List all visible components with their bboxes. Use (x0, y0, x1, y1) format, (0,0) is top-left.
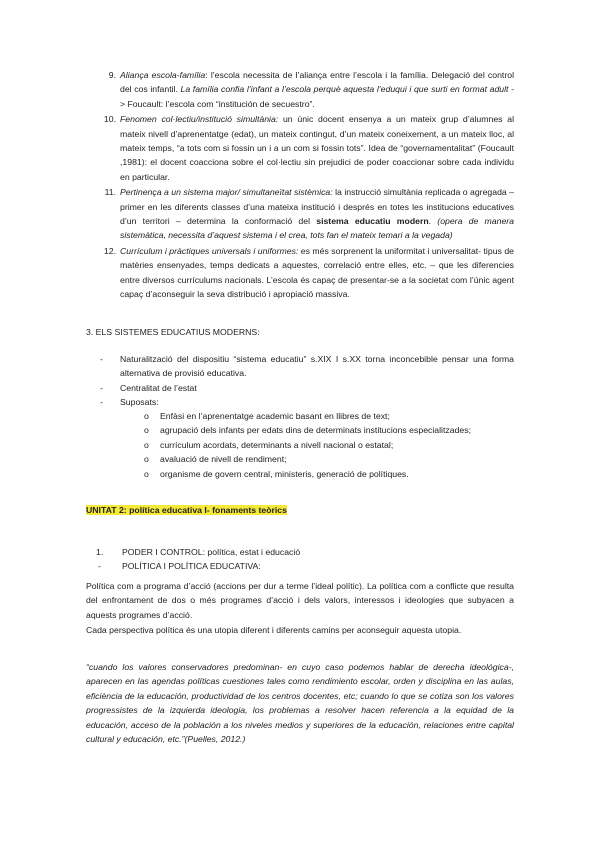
item-text: : l’escola necessita de l’aliança entre l’escola i la família. Delegació del control del cos infantil. (120, 70, 514, 95)
list-item-9 (98, 68, 514, 111)
dash-item (100, 352, 514, 381)
list-number: 12. (103, 245, 116, 256)
bullet-marker: o (144, 468, 149, 479)
item-title: Currículum i pràctiques universals i uniformes: (120, 245, 299, 256)
sub-list (144, 409, 514, 481)
item-text-italic: (opera de manera sistemàtica, necessita d’aquest sistema i el crea, tots fan el mateix temari a la vegada) (120, 216, 514, 241)
list-number: 9. (108, 70, 116, 80)
dash-marker: - (98, 561, 101, 572)
item-text-italic: La família confia l’infant a l’escola perquè aquesta l’eduqui i que surti en format adult (180, 84, 509, 95)
paragraph: Política com a programa d’acció (accions per dur a terme l’ideal polític). La política com a conflicte que resulta del enfrontament de dos o més programes d’acció i dels valors, interessos i ideologies que subyacen a aquests programes d’acció. (86, 581, 514, 620)
dash-text: Naturalització del dispositiu “sistema educatiu” s.XIX I s.XX torna inconcebible pensar una forma alternativa de provisió educativa. (120, 354, 514, 379)
item-text: es més sorprenent la uniformitat i universalitat- tipus de matèries ensenyades, temps dedicats a aquestes, correlació entre elles, etc. – que les diferencies entre diversos currículums nacionals. L’escola és capaç de presentar-se a la societat com l’únic agent capaç d’aconseguir la seva distribució i apropiació massiva. (120, 245, 514, 300)
item-text-bold: sistema educatiu modern (316, 216, 429, 227)
bullet-marker: o (144, 425, 149, 436)
dash-item (100, 381, 514, 395)
sub-text: Enfàsi en l’aprenentatge academic basant en llibres de text; (160, 411, 390, 421)
sub-text: currículum acordats, determinants a nivell nacional o estatal; (160, 439, 394, 450)
dash-text: Centralitat de l’estat (120, 382, 197, 393)
dash-marker: - (100, 397, 103, 408)
list-number: 10. (103, 114, 116, 125)
unit-title-text: UNITAT 2: política educativa I- fonaments teòrics (86, 505, 287, 515)
dash-marker: - (100, 354, 103, 364)
quote-paragraph: “cuando los valores conservadores predominan- en cuyo caso podemos hablar de derecha ideológica-, aparecen en las agendas políticas cuestiones tales como rendimiento escolar, orden y disciplina en las aulas, eficiència de la educación, productividad de los centros docentes, etc; cuando lo que se cotiza son los valores progressistes de la izquierda ideologia, los problemas a resolver hacen referencia a la equidad de la educación, acceso de la población a los niveles medios y superiores de la educación, relaciones entre capital cultural y educación, etc.”(Puelles, 2012.) (86, 662, 514, 745)
list-number: 1. (96, 547, 104, 557)
unit-list-item (96, 559, 516, 573)
sub-text: agrupació dels infants per edats dins de determinats institucions especialitzades; (160, 425, 471, 436)
numbered-list (98, 68, 514, 302)
item-title: Pertinença a un sistema major/ simultaneïtat sistèmica: (120, 187, 333, 198)
list-item-10 (98, 112, 514, 184)
sub-item (144, 423, 514, 437)
item-title: Aliança escola-família (120, 70, 206, 80)
bullet-marker: o (144, 439, 149, 450)
dash-text: Suposats: (120, 397, 159, 408)
paragraph: Cada perspectiva política és una utopia diferent i diferents camins per aconseguir aquesta utopia. (86, 625, 462, 635)
sub-item (144, 452, 514, 466)
unit-title (86, 503, 287, 517)
list-item-11 (98, 185, 514, 243)
section-heading: 3. ELS SISTEMES EDUCATIUS MODERNS: (86, 327, 260, 337)
sub-item (144, 467, 514, 481)
sub-text: organisme de govern central, ministeris, generació de polítiques. (160, 468, 409, 479)
list-number: 11. (104, 187, 116, 198)
dash-marker: - (100, 382, 103, 393)
unit-list-text: POLÍTICA I POLÍTICA EDUCATIVA: (122, 561, 261, 572)
bullet-marker: o (144, 411, 149, 421)
item-text: la instrucció simultània replicada o agregada – primer en les diferents classes d’una mateixa institució i després en totes les institucions educatives d’un territori – determina la conformació del (120, 187, 515, 227)
item-text: -> Foucault: l’escola com “institución de secuestro”. (120, 84, 515, 109)
unit-list (96, 545, 516, 574)
sub-item (144, 438, 514, 452)
list-item-12 (98, 244, 514, 302)
sub-item (144, 409, 514, 423)
item-title: Fenomen col·lectiu/institució simultània: (120, 114, 279, 125)
dash-item (100, 395, 514, 409)
item-text: . (428, 216, 438, 227)
dash-list (100, 352, 514, 410)
item-text: un únic docent ensenya a un mateix grup d’alumnes al mateix nivell d’aprenentatge (edat), un mateix contingut, d’un mateix coneixement, a un mateix lloc, al mateix temps, “a tots com si fossin un i a un com si fossin tots”. Idea de “governamentalitat” (Foucault ,1981): el docent coacciona sobre el col·lectiu sin prejudici de poder coaccionar sobre cada individu en particular. (120, 114, 515, 182)
sub-text: avaluació de nivell de rendiment; (160, 454, 287, 465)
bullet-marker: o (144, 454, 149, 465)
unit-list-text: PODER I CONTROL: política, estat i educació (122, 547, 301, 557)
unit-list-item (96, 545, 516, 559)
